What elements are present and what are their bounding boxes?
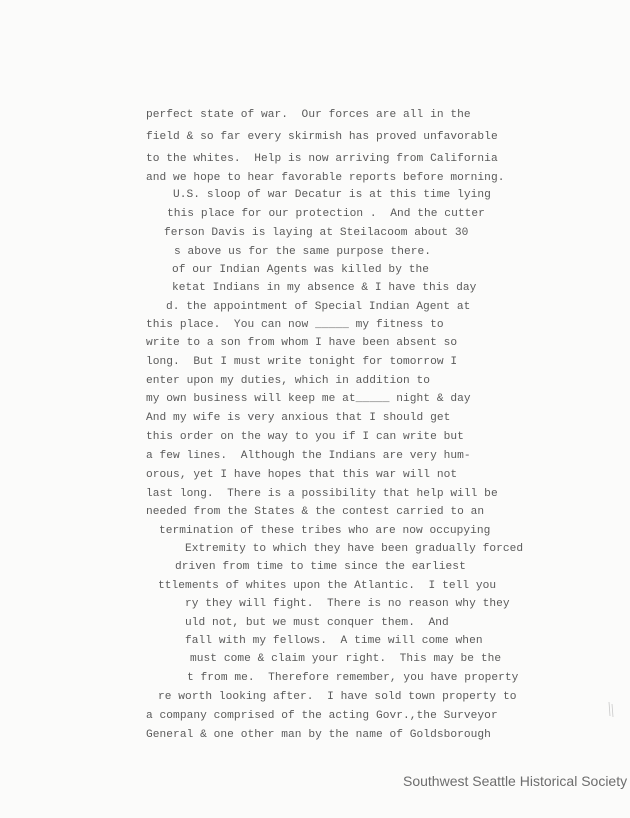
text-line: field & so far every skirmish has proved unfavorable: [146, 131, 498, 143]
text-line: to the whites. Help is now arriving from California: [146, 153, 498, 165]
text-line: must come & claim your right. This may be the: [190, 653, 502, 665]
text-line: enter upon my duties, which in addition to: [146, 375, 431, 387]
text-line: uld not, but we must conquer them. And: [185, 617, 449, 629]
text-line: my own business will keep me at_____ night & day: [146, 393, 471, 405]
text-line: write to a son from whom I have been absent so: [146, 337, 458, 349]
text-line: driven from time to time since the earliest: [175, 561, 466, 573]
text-line: Extremity to which they have been gradually forced: [185, 543, 524, 555]
text-line: fall with my fellows. A time will come when: [185, 635, 483, 647]
text-line: and we hope to hear favorable reports before morning.: [146, 172, 505, 184]
text-line: this order on the way to you if I can write but: [146, 431, 464, 443]
text-line: And my wife is very anxious that I should get: [146, 412, 451, 424]
watermark-text: Southwest Seattle Historical Society: [403, 773, 628, 789]
text-line: U.S. sloop of war Decatur is at this time lying: [173, 189, 491, 201]
text-line: needed from the States & the contest carried to an: [146, 506, 485, 518]
text-line: last long. There is a possibility that help will be: [146, 488, 498, 500]
text-line: orous, yet I have hopes that this war will not: [146, 469, 458, 481]
text-line: this place for our protection . And the cutter: [167, 208, 485, 220]
text-line: ferson Davis is laying at Steilacoom about 30: [164, 227, 469, 239]
text-line: s above us for the same purpose there.: [174, 246, 432, 258]
text-line: re worth looking after. I have sold town property to: [158, 691, 517, 703]
text-line: perfect state of war. Our forces are all in the: [146, 109, 471, 121]
text-line: General & one other man by the name of Goldsborough: [146, 729, 491, 741]
text-line: this place. You can now _____ my fitness to: [146, 319, 444, 331]
text-line: ry they will fight. There is no reason why they: [185, 598, 510, 610]
margin-pencil-mark: [607, 700, 617, 720]
text-line: of our Indian Agents was killed by the: [172, 264, 430, 276]
text-line: a few lines. Although the Indians are very hum-: [146, 450, 471, 462]
text-line: ttlements of whites upon the Atlantic. I tell you: [158, 580, 497, 592]
text-line: a company comprised of the acting Govr.,the Surveyor: [146, 710, 498, 722]
text-line: t from me. Therefore remember, you have property: [187, 672, 519, 684]
text-line: ketat Indians in my absence & I have this day: [172, 282, 477, 294]
text-line: d. the appointment of Special Indian Agent at: [166, 301, 471, 313]
text-line: termination of these tribes who are now occupying: [159, 525, 491, 537]
text-line: long. But I must write tonight for tomorrow I: [146, 356, 458, 368]
